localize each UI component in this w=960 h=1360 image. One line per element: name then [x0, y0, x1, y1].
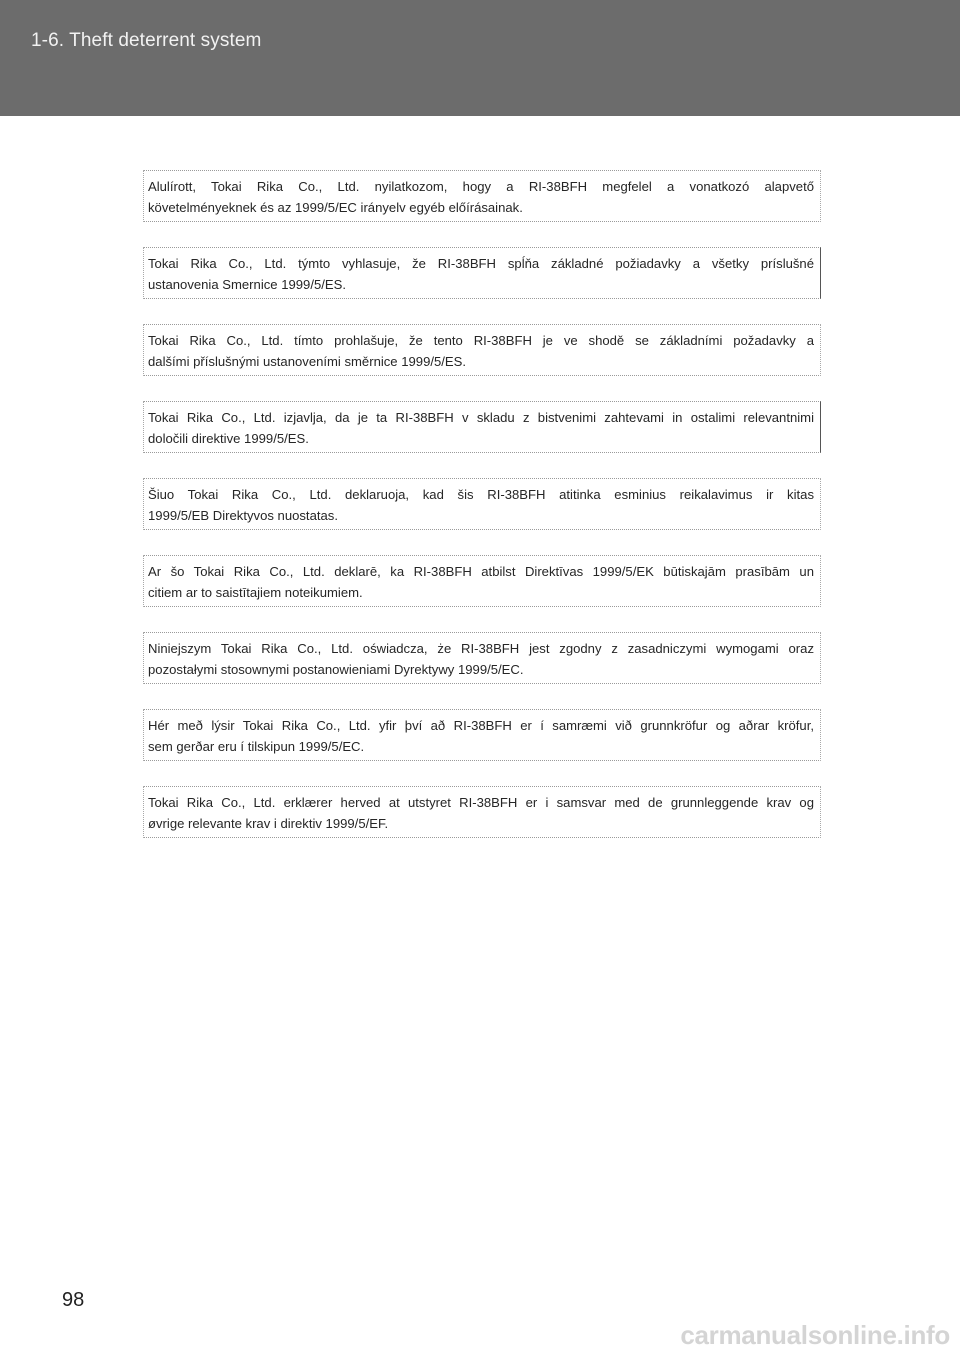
- declaration-line: pozostałymi stosownymi postanowieniami Dyrektywy 1999/5/EC.: [148, 662, 524, 677]
- declaration-line: øvrige relevante krav i direktiv 1999/5/EF.: [148, 816, 389, 831]
- declaration-box-latvian: [143, 555, 821, 607]
- declaration-line: Niniejszym Tokai Rika Co., Ltd. oświadcza, że RI-38BFH jest zgodny z zasadniczymi wymogami oraz: [148, 641, 814, 656]
- declaration-line: 1999/5/EB Direktyvos nuostatas.: [148, 508, 338, 523]
- declaration-line: Tokai Rika Co., Ltd. tímto prohlašuje, že tento RI-38BFH je ve shodě se základními požadavky a: [148, 333, 814, 348]
- declaration-line: citiem ar to saistītajiem noteikumiem.: [148, 585, 363, 600]
- declaration-box-lithuanian: [143, 478, 821, 530]
- section-header-bar: [0, 0, 960, 116]
- declaration-line: dalšími příslušnými ustanoveními směrnice 1999/5/ES.: [148, 354, 467, 369]
- declaration-box-hungarian: [143, 170, 821, 222]
- declaration-line: sem gerðar eru í tilskipun 1999/5/EC.: [148, 739, 365, 754]
- section-title: 1-6. Theft deterrent system: [31, 30, 262, 51]
- watermark: carmanualsonline.info: [680, 1320, 950, 1350]
- page-number: 98: [62, 1289, 85, 1311]
- declaration-box-icelandic: [143, 709, 821, 761]
- declaration-line: Tokai Rika Co., Ltd. týmto vyhlasuje, že RI-38BFH spĺňa základné požiadavky a všetky príslušné: [148, 256, 814, 271]
- declaration-line: ustanovenia Smernice 1999/5/ES.: [148, 277, 346, 292]
- declaration-line: določili direktive 1999/5/ES.: [148, 431, 309, 446]
- declaration-line: Ar šo Tokai Rika Co., Ltd. deklarē, ka RI-38BFH atbilst Direktīvas 1999/5/EK būtiskajām prasībām un: [148, 564, 814, 579]
- declaration-box-norwegian: [143, 786, 821, 838]
- declaration-line: Tokai Rika Co., Ltd. erklærer herved at utstyret RI-38BFH er i samsvar med de grunnleggende krav og: [148, 795, 814, 810]
- declaration-box-slovak: [143, 247, 821, 299]
- declaration-line: Alulírott, Tokai Rika Co., Ltd. nyilatkozom, hogy a RI-38BFH megfelel a vonatkozó alapvető: [148, 179, 814, 194]
- declaration-line: Tokai Rika Co., Ltd. izjavlja, da je ta RI-38BFH v skladu z bistvenimi zahtevami in ostalimi relevantnimi: [148, 410, 814, 425]
- declaration-box-slovenian: [143, 401, 821, 453]
- declaration-line: Šiuo Tokai Rika Co., Ltd. deklaruoja, kad šis RI-38BFH atitinka esminius reikalavimus ir kitas: [148, 487, 814, 502]
- declaration-line: követelményeknek és az 1999/5/EC irányelv egyéb előírásainak.: [148, 200, 523, 215]
- declaration-list: [143, 170, 821, 863]
- declaration-box-polish: [143, 632, 821, 684]
- declaration-box-czech: [143, 324, 821, 376]
- declaration-line: Hér með lýsir Tokai Rika Co., Ltd. yfir því að RI-38BFH er í samræmi við grunnkröfur og aðrar kröfur,: [148, 718, 814, 733]
